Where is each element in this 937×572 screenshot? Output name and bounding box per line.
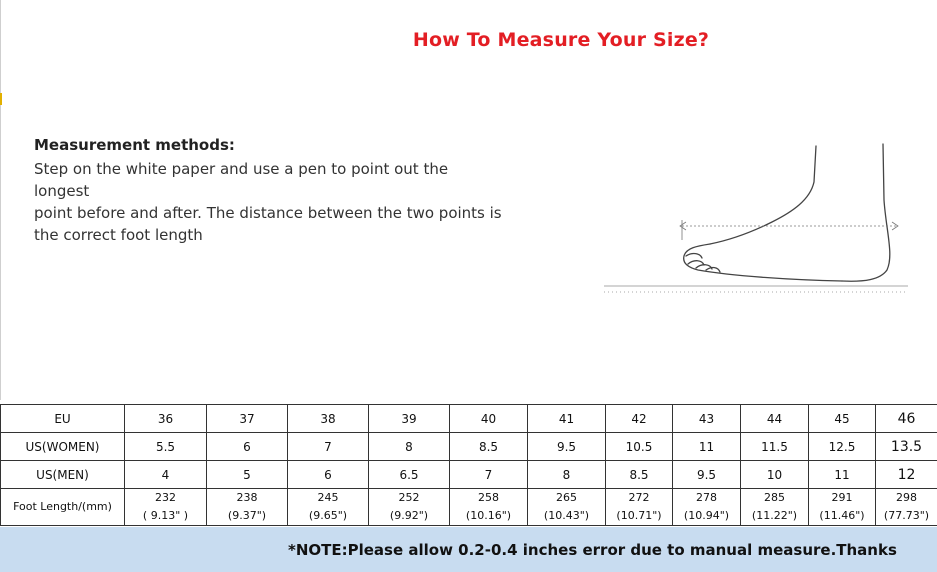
- edge-mark: [0, 93, 2, 105]
- size-cell: 40: [450, 405, 528, 433]
- size-cell: 8: [369, 433, 450, 461]
- toe-line-2: [688, 261, 704, 265]
- foot-length-mm: 278: [696, 491, 717, 504]
- foot-length-inch: (11.46"): [819, 509, 865, 522]
- foot-length-cell: [369, 489, 450, 526]
- foot-length-inch: (10.94"): [683, 509, 730, 522]
- size-cell: 44: [741, 405, 809, 433]
- size-cell: 7: [450, 461, 528, 489]
- size-row: [1, 433, 937, 461]
- foot-length-mm: 245: [317, 491, 339, 504]
- size-cell: 8: [528, 461, 606, 489]
- size-row: [1, 461, 937, 489]
- size-cell: 5: [207, 461, 288, 489]
- left-border-line: [0, 0, 1, 400]
- size-cell: 8.5: [606, 461, 673, 489]
- foot-measure-illustration: [602, 140, 912, 305]
- methods-description: [34, 158, 504, 246]
- size-cell: 45: [809, 405, 876, 433]
- foot-length-inch: ( 9.13" ): [142, 509, 189, 522]
- size-cell: 8.5: [450, 433, 528, 461]
- methods-line-1: Step on the white paper and use a pen to point out the longest: [34, 160, 449, 200]
- foot-length-cell: [876, 489, 937, 526]
- methods-line-2: point before and after. The distance between the two points is: [34, 204, 502, 222]
- foot-length-mm: 238: [236, 491, 258, 504]
- size-cell: 11: [673, 433, 741, 461]
- foot-length-mm: 258: [478, 491, 499, 504]
- toe-line-1: [686, 254, 702, 258]
- methods-line-3: the correct foot length: [34, 226, 203, 244]
- foot-length-cell: [528, 489, 606, 526]
- row-label: US(WOMEN): [1, 433, 125, 461]
- size-cell: 4: [125, 461, 207, 489]
- foot-length-inch: (9.65"): [308, 509, 348, 522]
- foot-length-cell: [288, 489, 369, 526]
- row-label: US(MEN): [1, 461, 125, 489]
- foot-length-mm: 252: [398, 491, 420, 504]
- size-cell: 37: [207, 405, 288, 433]
- foot-length-inch: (10.16"): [465, 509, 512, 522]
- methods-heading: Measurement methods:: [34, 136, 235, 154]
- foot-length-mm: 272: [628, 491, 650, 504]
- foot-length-inch: (9.92"): [389, 509, 429, 522]
- size-cell: 12.5: [809, 433, 876, 461]
- foot-length-cell: [450, 489, 528, 526]
- foot-length-mm: 291: [831, 491, 853, 504]
- size-chart-table: [0, 404, 937, 526]
- size-cell: 6: [288, 461, 369, 489]
- foot-length-mm: 265: [556, 491, 577, 504]
- leg-back-line: [842, 144, 890, 281]
- foot-length-mm: 298: [896, 491, 917, 504]
- page-title: How To Measure Your Size?: [412, 29, 710, 51]
- size-cell: 6: [207, 433, 288, 461]
- row-label: Foot Length/(mm): [1, 489, 125, 526]
- foot-length-mm: 285: [764, 491, 785, 504]
- foot-length-inch: (11.22"): [751, 509, 798, 522]
- size-cell: 5.5: [125, 433, 207, 461]
- size-cell: 11.5: [741, 433, 809, 461]
- size-cell: 39: [369, 405, 450, 433]
- size-cell: 46: [876, 405, 937, 433]
- foot-length-cell: [207, 489, 288, 526]
- foot-length-cell: [673, 489, 741, 526]
- size-row: [1, 405, 937, 433]
- size-cell: 7: [288, 433, 369, 461]
- size-cell: 38: [288, 405, 369, 433]
- size-cell: 43: [673, 405, 741, 433]
- foot-sole-line: [684, 244, 842, 281]
- foot-length-inch: (10.43"): [543, 509, 590, 522]
- size-cell: 12: [876, 461, 937, 489]
- size-cell: 41: [528, 405, 606, 433]
- foot-length-cell: [606, 489, 673, 526]
- size-cell: 11: [809, 461, 876, 489]
- foot-length-inch: (9.37"): [227, 509, 267, 522]
- foot-length-inch: (77.73"): [883, 509, 930, 522]
- foot-length-row: [1, 489, 937, 526]
- foot-length-inch: (10.71"): [616, 509, 662, 522]
- size-cell: 10.5: [606, 433, 673, 461]
- size-cell: 6.5: [369, 461, 450, 489]
- size-cell: 9.5: [673, 461, 741, 489]
- measurement-methods: [34, 136, 504, 246]
- size-cell: 42: [606, 405, 673, 433]
- size-cell: 13.5: [876, 433, 937, 461]
- row-label: EU: [1, 405, 125, 433]
- size-cell: 10: [741, 461, 809, 489]
- foot-length-cell: [809, 489, 876, 526]
- size-cell: 9.5: [528, 433, 606, 461]
- foot-length-mm: 232: [155, 491, 176, 504]
- foot-length-cell: [125, 489, 207, 526]
- leg-front-line: [710, 146, 816, 244]
- size-cell: 36: [125, 405, 207, 433]
- note-text: *NOTE:Please allow 0.2-0.4 inches error due to manual measure.Thanks: [288, 541, 897, 559]
- foot-length-cell: [741, 489, 809, 526]
